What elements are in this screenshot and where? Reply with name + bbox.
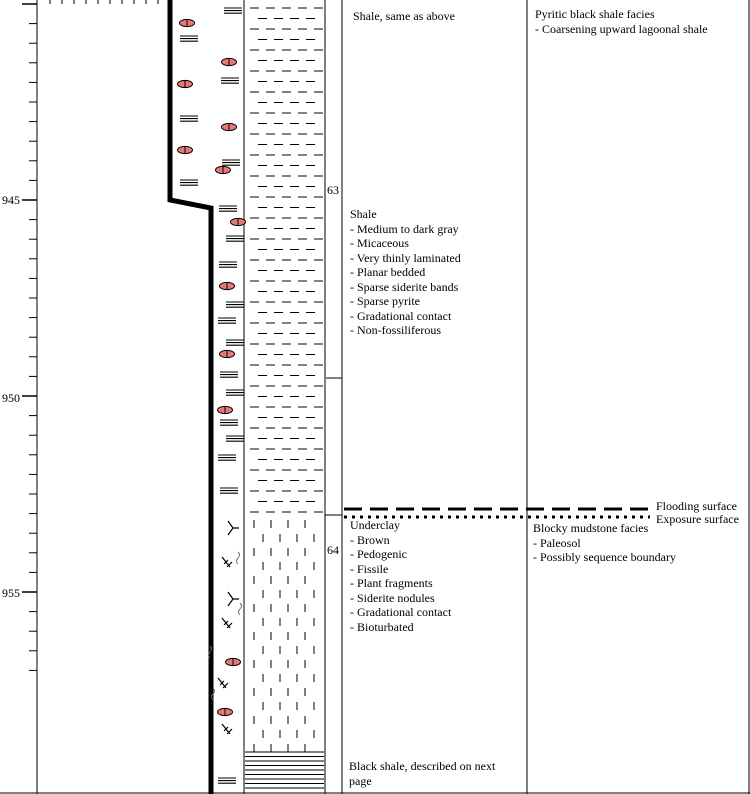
- root-trace-symbol: [228, 521, 239, 535]
- description-item: - Sparse siderite bands: [350, 279, 459, 294]
- description-item: - Gradational contact: [350, 308, 452, 323]
- sample-number: 64: [327, 543, 339, 557]
- bioturbation-symbol: [239, 603, 242, 615]
- description-line: Black shale, described on next: [349, 759, 496, 773]
- description-item: - Sparse pyrite: [350, 294, 420, 308]
- description-item: - Brown: [350, 532, 390, 547]
- plant-fragment-symbol: [222, 557, 232, 567]
- description-underclay: [350, 518, 451, 634]
- description-item: - Medium to dark gray: [350, 221, 459, 236]
- depth-label: 955: [2, 586, 20, 600]
- top-ruler-ticks: [50, 0, 158, 4]
- description-item: - Planar bedded: [350, 265, 426, 279]
- facies-title: Blocky mudstone facies: [533, 521, 649, 535]
- facies-item: - Coarsening upward lagoonal shale: [535, 21, 708, 36]
- surface-lines: [344, 509, 650, 517]
- plant-fragment-symbol: [222, 724, 232, 734]
- facies-item: - Possibly sequence boundary: [533, 550, 676, 564]
- description-shale-above: Shale, same as above: [353, 9, 455, 23]
- lithology-fill: [245, 8, 324, 788]
- depth-label: 945: [2, 193, 20, 207]
- description-item: - Siderite nodules: [350, 590, 435, 605]
- description-title: Shale: [350, 207, 377, 221]
- sample-number: 63: [327, 183, 339, 197]
- description-shale: [350, 207, 461, 338]
- facies-blocky-mudstone: [533, 521, 676, 565]
- description-item: - Non-fossiliferous: [350, 323, 441, 337]
- description-item: - Plant fragments: [350, 576, 433, 590]
- description-item: - Pedogenic: [350, 547, 407, 561]
- description-item: - Gradational contact: [350, 605, 452, 619]
- bioturbation-symbol: [237, 552, 240, 564]
- exposure-surface-label: Exposure surface: [656, 512, 739, 526]
- facies-pyritic-black-shale: [535, 7, 708, 36]
- facies-item: - Paleosol: [533, 535, 581, 550]
- description-black-shale: [349, 759, 495, 788]
- plant-fragment-symbol: [222, 618, 232, 628]
- description-item: - Bioturbated: [350, 619, 414, 634]
- description-item: - Very thinly laminated: [350, 250, 461, 265]
- description-line: page: [349, 773, 372, 788]
- description-title: Underclay: [350, 518, 400, 532]
- description-item: - Fissile: [350, 561, 389, 576]
- depth-label: 950: [2, 391, 20, 405]
- root-trace-symbol: [228, 592, 239, 606]
- depth-scale-ticks: [22, 4, 37, 670]
- facies-title: Pyritic black shale facies: [535, 7, 655, 21]
- plant-fragment-symbol: [218, 678, 228, 688]
- flooding-surface-label: Flooding surface: [656, 499, 737, 513]
- description-item: - Micaceous: [350, 236, 409, 250]
